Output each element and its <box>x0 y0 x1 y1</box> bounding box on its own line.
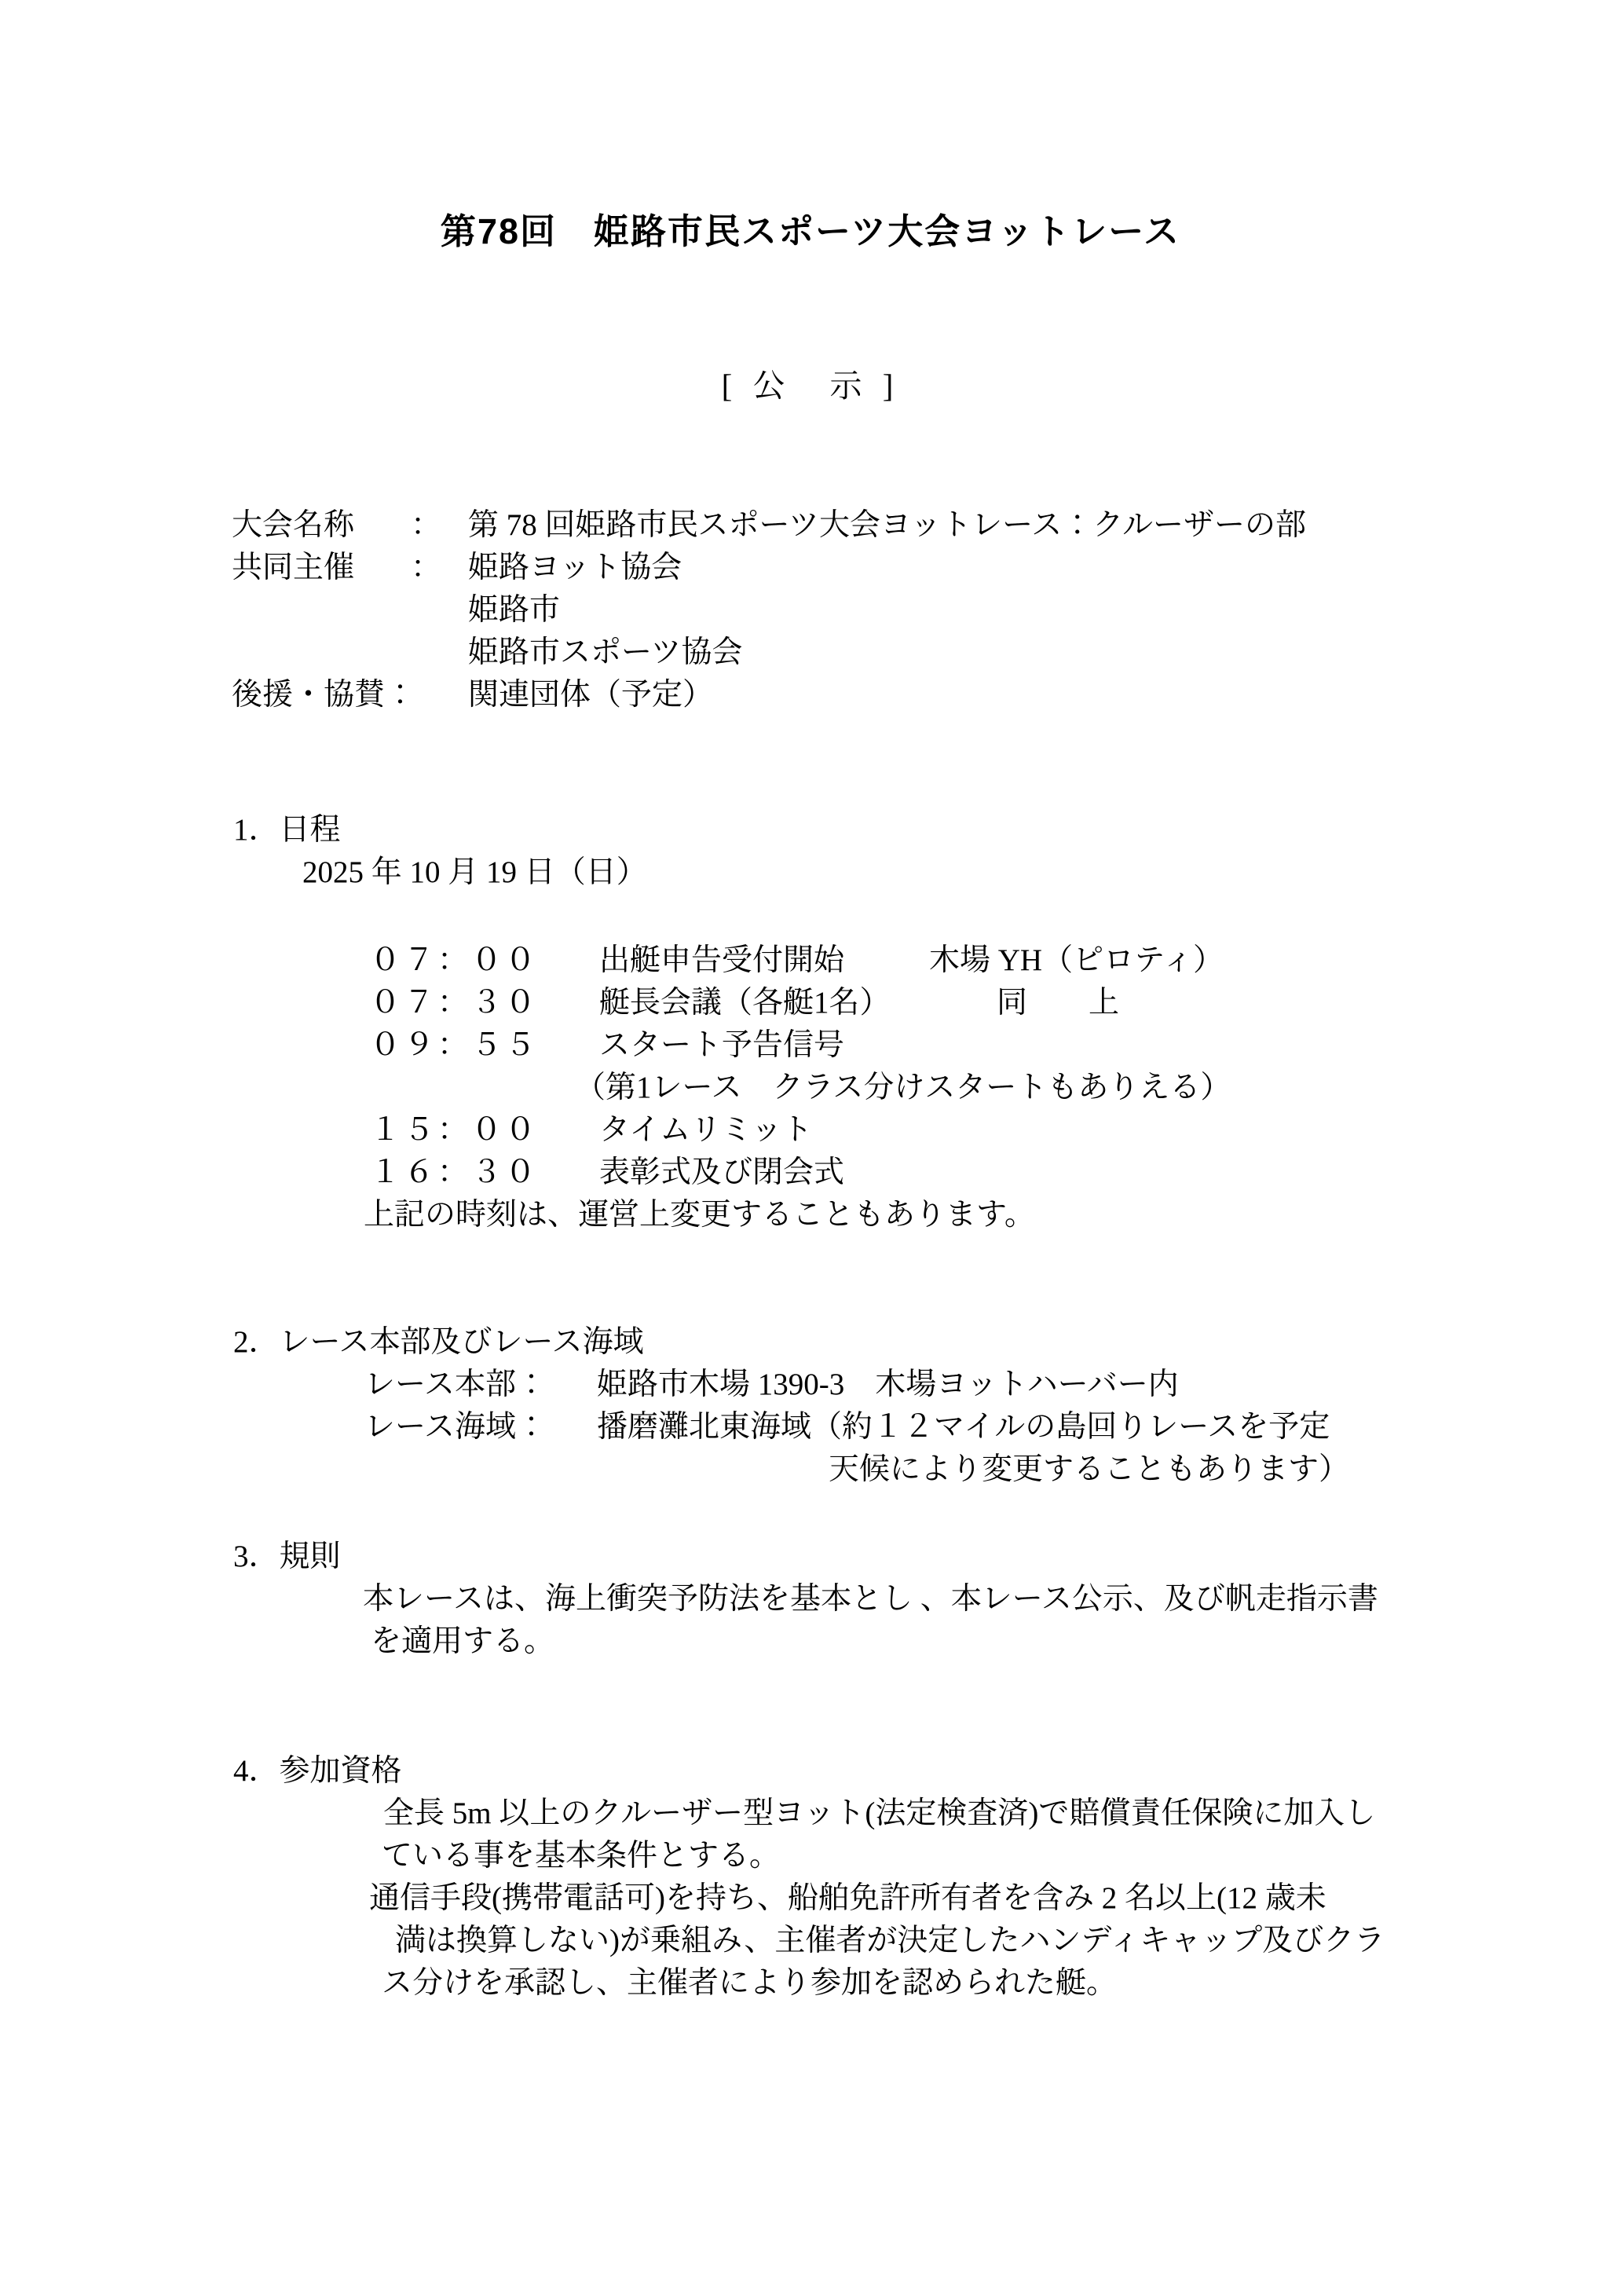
venue-area-value: 播磨灘北東海域（約１２マイルの島回りレースを予定 <box>597 1410 1330 1444</box>
schedule-row <box>370 1024 1231 1067</box>
meta-support-value: 関連団体（予定） <box>468 678 714 712</box>
schedule-event: 艇長会議（各艇1名） <box>599 986 891 1020</box>
meta-cohost-row <box>232 547 1306 589</box>
schedule-event: スタート予告信号 <box>599 1028 845 1062</box>
schedule-date: 2025 年 10 月 19 日（日） <box>302 855 647 889</box>
meta-event-name-value: 第 78 回姫路市民スポーツ大会ヨットレース：クルーザーの部 <box>468 508 1307 542</box>
schedule-row <box>370 1109 1231 1152</box>
meta-support-label: 後援・協賛： <box>232 678 416 712</box>
schedule-place: 木場 YH（ピロティ） <box>929 943 1224 977</box>
meta-event-name-colon: ： <box>411 508 442 542</box>
section-heading-eligibility: 4．参加資格 <box>233 1754 402 1788</box>
meta-block <box>232 504 1306 716</box>
schedule-time: １６：３０ <box>370 1155 540 1189</box>
notice-heading: [ 公 示 ] <box>721 368 900 404</box>
schedule-time: ０７：００ <box>370 943 540 977</box>
section-schedule <box>233 809 647 894</box>
schedule-class-note: （第1レース クラス分けスタートもありえる） <box>575 1071 1231 1104</box>
schedule-event: 出艇申告受付開始 <box>599 943 845 977</box>
schedule-event: 表彰式及び閉会式 <box>599 1155 845 1189</box>
section-heading-venue: 2．レース本部及びレース海域 <box>233 1325 644 1359</box>
meta-cohost-label: 共同主催 <box>232 551 355 584</box>
meta-event-name-row <box>232 504 1306 547</box>
section-rules <box>233 1536 1378 1663</box>
rules-text-line: を適用する。 <box>371 1624 555 1658</box>
schedule-row <box>370 1152 1231 1194</box>
meta-cohost-value-3: 姫路市スポーツ協会 <box>468 635 743 669</box>
eligibility-text-line: 満は換算しない)が乗組み、主催者が決定したハンディキャップ及びクラ <box>395 1924 1385 1957</box>
meta-cohost-colon: ： <box>411 551 442 584</box>
section-venue <box>233 1321 1349 1491</box>
venue-area-continuation: 天候により変更することもあります） <box>829 1452 1350 1486</box>
eligibility-text-line: 通信手段(携帯電話可)を持ち、船舶免許所有者を含み 2 名以上(12 歳未 <box>369 1881 1326 1915</box>
schedule-row <box>370 982 1231 1024</box>
meta-support-row <box>232 674 1306 716</box>
eligibility-text-line: ス分けを承認し、主催者により参加を認められた艇。 <box>382 1966 1118 2000</box>
meta-event-name-label: 大会名称 <box>232 508 355 542</box>
section-heading-rules: 3．規則 <box>233 1540 341 1573</box>
meta-spacer <box>232 632 468 674</box>
schedule-table <box>364 939 1231 1236</box>
schedule-time: ０７：３０ <box>370 986 540 1020</box>
schedule-row <box>370 939 1231 982</box>
venue-area-label: レース海域： <box>364 1410 547 1444</box>
venue-hq-label: レース本部： <box>364 1368 547 1401</box>
schedule-place: 同 上 <box>997 986 1120 1020</box>
eligibility-text-line: 全長 5m 以上のクルーザー型ヨット(法定検査済)で賠償責任保険に加入し <box>383 1796 1376 1830</box>
schedule-time: １５：００ <box>370 1113 540 1147</box>
rules-text-line: 本レースは、海上衝突予防法を基本とし 、本レース公示、及び帆走指示書 <box>363 1582 1378 1616</box>
eligibility-text-line: ている事を基本条件とする。 <box>382 1839 781 1873</box>
meta-spacer <box>232 589 468 632</box>
meta-cohost-row <box>232 589 1306 632</box>
meta-cohost-value-2: 姫路市 <box>468 593 561 627</box>
venue-hq-row <box>364 1364 1349 1406</box>
section-eligibility <box>233 1750 1385 2005</box>
venue-hq-value: 姫路市木場 1390-3 木場ヨットハーバー内 <box>597 1368 1179 1401</box>
meta-cohost-row <box>232 632 1306 674</box>
venue-area-row <box>364 1406 1349 1448</box>
document-title: 第78回 姫路市民スポーツ大会ヨットレース <box>440 211 1181 251</box>
meta-cohost-value-1: 姫路ヨット協会 <box>468 551 682 584</box>
schedule-time: ０９：５５ <box>370 1028 540 1062</box>
schedule-event: タイムリミット <box>599 1113 813 1147</box>
schedule-change-note: 上記の時刻は、運営上変更することもあります。 <box>364 1198 1035 1232</box>
section-heading-schedule: 1．日程 <box>233 813 341 847</box>
